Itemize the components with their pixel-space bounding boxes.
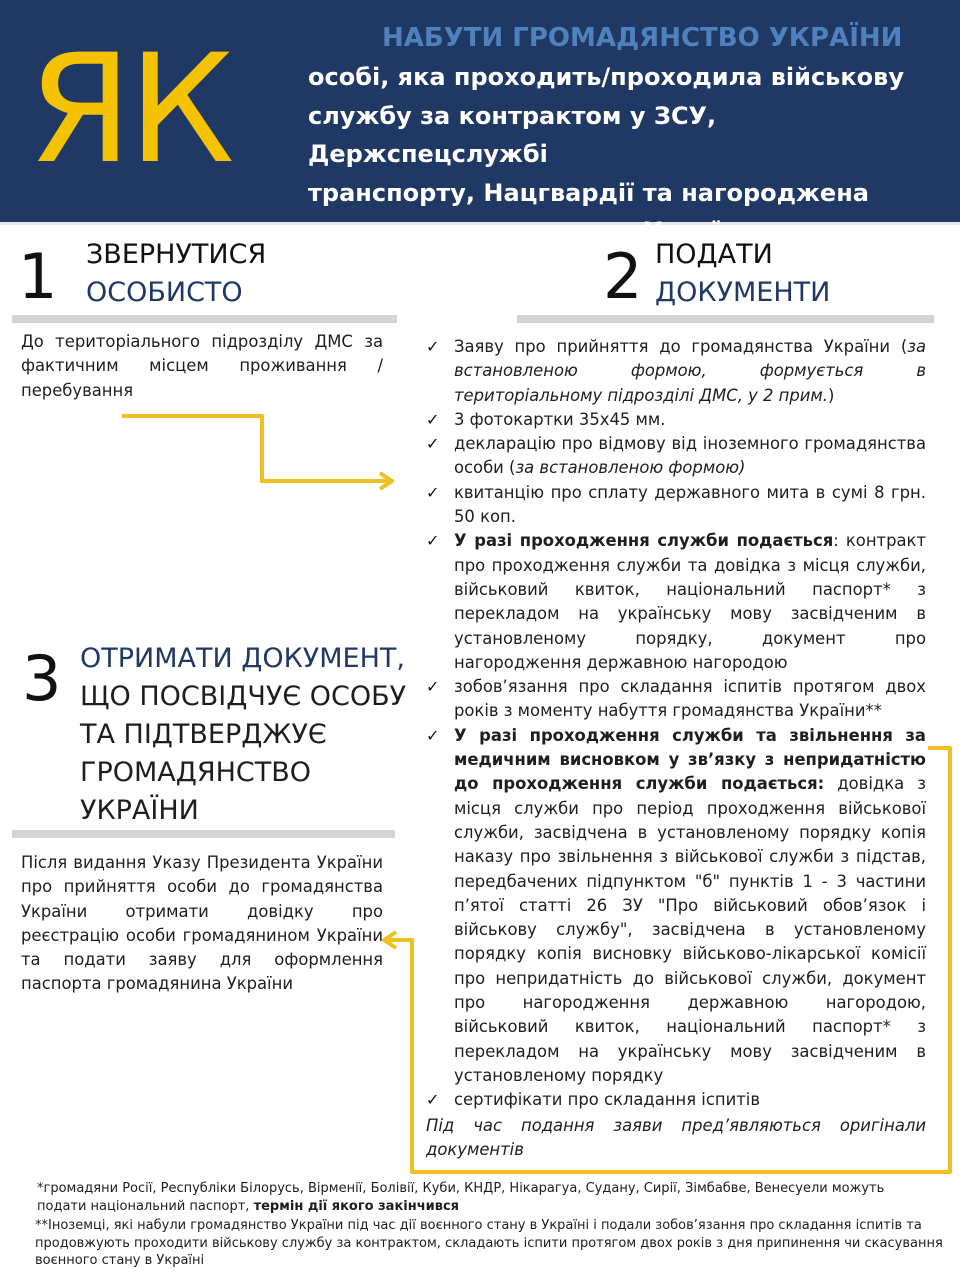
step3-heading-line: ТА ПІДТВЕРДЖУЄ (80, 719, 327, 750)
document-item-text: сертифікати про складання іспитів (454, 1090, 760, 1110)
check-icon: ✓ (426, 725, 440, 745)
footnote-1-text: *громадяни Росії, Республіки Білорусь, Вірменії, Болівії, Куби, КНДР, Нікарагуа, Судану, Сирії, Зімбабве, Венесуели можуть подати національний паспорт, (37, 1181, 885, 1214)
check-icon: ✓ (426, 337, 440, 356)
footnote-2: **Іноземці, які набули громадянство України під час дії воєнного стану в Україні і подали зобов’язання про складання іспитів та продовжують проходити військову службу за контрактом, складають іспити протягом двох років з дня припинення чи скасування воєнного стану в Україні (35, 1218, 943, 1268)
step2-number: 2 (603, 240, 643, 313)
check-icon: ✓ (426, 409, 440, 429)
document-item-text: квитанцію про сплату державного мита в сумі 8 грн. 50 коп. (454, 482, 926, 527)
header-subtitle-line: особі, яка проходить/проходила військову (308, 63, 904, 91)
step3-number: 3 (22, 642, 62, 715)
document-item-text: за встановленою формою, формується в територіальному підрозділі ДМС, у 2 прим. (454, 337, 926, 405)
check-icon: ✓ (426, 482, 440, 502)
document-item-text: 3 фотокартки 35х45 мм. (454, 409, 666, 429)
step3-heading-line: ОТРИМАТИ ДОКУМЕНТ, (80, 643, 405, 674)
header-subtitle-line: державною нагородою України (308, 217, 754, 245)
header-subtitle-line: службу за контрактом у ЗСУ, Держспецслужбі (308, 101, 717, 168)
step3-heading-line: ГРОМАДЯНСТВО (80, 757, 312, 788)
step3-heading-line: УКРАЇНИ (80, 795, 199, 826)
document-item-text: зобов’язання про складання іспитів протягом двох років з моменту набуття громадянства України** (454, 677, 926, 721)
header-title: НАБУТИ ГРОМАДЯНСТВО УКРАЇНИ (382, 23, 903, 53)
arrow-step2-to-step3 (388, 748, 950, 1172)
document-item-text: У разі проходження служби та звільнення за медичним висновком у зв’язку з непридатністю до проходження служби подається: (454, 725, 926, 794)
document-item-text: ) (828, 385, 835, 405)
footnote-1-bold: термін дії якого закінчився (253, 1198, 460, 1214)
step3-heading-line: ЩО ПОСВІДЧУЄ ОСОБУ (80, 681, 407, 712)
step1-heading-line2: ОСОБИСТО (86, 277, 243, 308)
check-icon: ✓ (426, 531, 440, 551)
document-item-text: Заяву про прийняття до громадянства України ( (454, 337, 908, 356)
big-word: ЯК (28, 23, 231, 197)
document-item-text: : контракт про проходження служби та довідка з місця служби, військовий квиток, національний паспорт* з перекладом на українську мову засвідченим в установленому порядку, документ про нагородження державною нагородою (454, 531, 926, 672)
step1-text: До територіального підрозділу ДМС за фактичним місцем проживання / перебування (21, 332, 383, 400)
step2-heading-line2: ДОКУМЕНТИ (655, 277, 831, 308)
step1-number: 1 (18, 240, 58, 313)
check-icon: ✓ (426, 677, 440, 697)
step2-heading-line1: ПОДАТИ (655, 239, 773, 270)
check-icon: ✓ (426, 1090, 440, 1110)
footnote-1 (37, 1180, 917, 1215)
arrow-step1-to-step2 (122, 416, 388, 481)
header-subtitle-line: транспорту, Нацгвардії та нагороджена (308, 178, 869, 207)
step1-heading-line1: ЗВЕРНУТИСЯ (86, 239, 267, 270)
document-item-text: декларацію про відмову від іноземного громадянства особи ( (454, 434, 926, 478)
document-item-text: довідка з місця служби про період проходження військової служби, засвідчена в установленому порядку копія наказу про звільнення з військової служби з підстав, передбачених підпунктом "б" пунктів 1 - 3 частини п’ятої статті 26 ЗУ "Про військовий обов’язок і військову службу", засвідчена в установленому порядку копія висновку військово-лікарської комісії про непридатність до військової служби, документ про нагородження державною нагородою, військовий квиток, національний паспорт* з перекладом на українську мову засвідченим в установленому порядку (454, 774, 926, 1085)
originals-note: Під час подання заяви пред’являються оригінали документів (426, 1116, 926, 1160)
check-icon: ✓ (426, 434, 440, 454)
step3-text: Після видання Указу Президента України про прийняття особи до громадянства України отримати довідку про реєстрацію особи громадянином України та подати заяву для оформлення паспорта громадянина України (21, 853, 383, 994)
document-item-text: У разі проходження служби подається (454, 531, 834, 551)
document-item-text: за встановленою формою) (515, 458, 746, 478)
